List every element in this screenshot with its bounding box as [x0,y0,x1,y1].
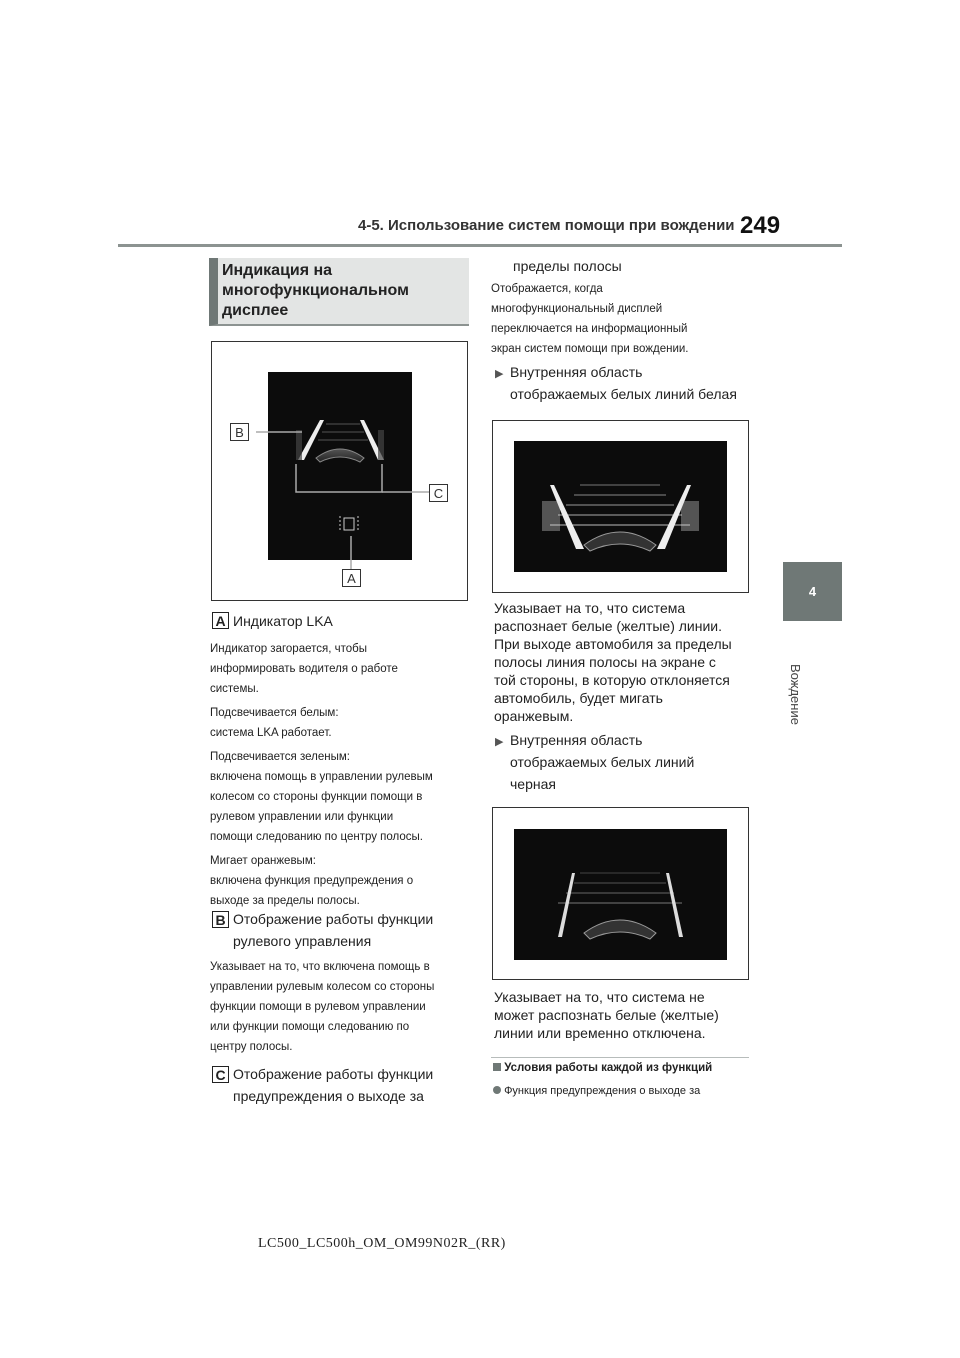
right-lane-line [666,873,683,937]
callout-c: C [429,484,448,502]
page-number: 249 [740,212,781,239]
badge-c: C [212,1066,229,1083]
figure-display-overview [211,341,468,601]
car-silhouette [584,920,656,939]
callout-a: A [342,569,361,587]
item-b-body: Указывает на то, что включена помощь в управлении рулевым колесом со стороны функции помощи в рулевом управлении или функции помощи следованию по центру полосы. [210,961,435,1053]
callout-leaders [212,342,469,602]
figure-lines-white [492,420,749,593]
conditions-divider [491,1057,749,1058]
item-c-title-continued: пределы полосы [513,258,622,274]
state1-title: Внутренняя область отображаемых белых линий белая [510,364,737,402]
item-a-body: Индикатор загорается, чтобы информировать водителя о работе системы. Подсвечивается белым: система LKA работает. Подсвечивается зеленым: включена помощь в управлении рулевым колесом со стороны функции помощи в рулевом управлении или функции помощи следованию по центру полосы. Мигает оранжевым: включена функция предупреждения о выходе за пределы полосы. [210,643,433,907]
item-c-title: Отображение работы функции предупреждения о выходе за [233,1066,434,1104]
arrow-icon: ▶ [495,736,504,748]
item-c-body: Отображается, когда многофункциональный дисплей переключается на информационный экран систем помощи при вождении. [491,283,689,355]
display-screen-black [514,829,727,960]
document-footer: LC500_LC500h_OM_OM99N02R_(RR) [258,1236,506,1251]
header-divider [118,244,842,247]
item-a-title: Индикатор LKA [233,613,333,629]
car-silhouette [584,532,656,551]
state1-desc: Указывает на то, что система распознает белые (желтые) линии. При выходе автомобиля за пределы полосы линия полосы на экране с той стороны, в которую отклоняется автомобиль, будет мигать оранжевым. [494,600,732,724]
running-header: 4-5. Использование систем помощи при вождении [358,217,735,234]
state2-title: Внутренняя область отображаемых белых линий черная [510,732,695,792]
round-bullet-icon [493,1086,501,1094]
item-b-title: Отображение работы функции рулевого управления [233,911,434,949]
section-title: Индикация на многофункциональном дисплее [222,262,409,319]
arrow-icon: ▶ [495,368,504,380]
callout-b: B [230,423,249,441]
conditions-bullet: Функция предупреждения о выходе за [493,1085,700,1097]
display-screen-white [514,441,727,572]
conditions-heading: Условия работы каждой из функций [493,1062,712,1074]
square-bullet-icon [493,1063,501,1071]
state2-desc: Указывает на то, что система не может распознать белые (желтые) линии или временно отключена. [494,989,719,1041]
badge-a: A [212,612,229,629]
left-lane-line [558,873,575,937]
figure-lines-black [492,807,749,980]
chapter-tab: 4 [783,562,842,621]
chapter-label: Вождение [788,664,803,725]
badge-b: B [212,911,229,928]
